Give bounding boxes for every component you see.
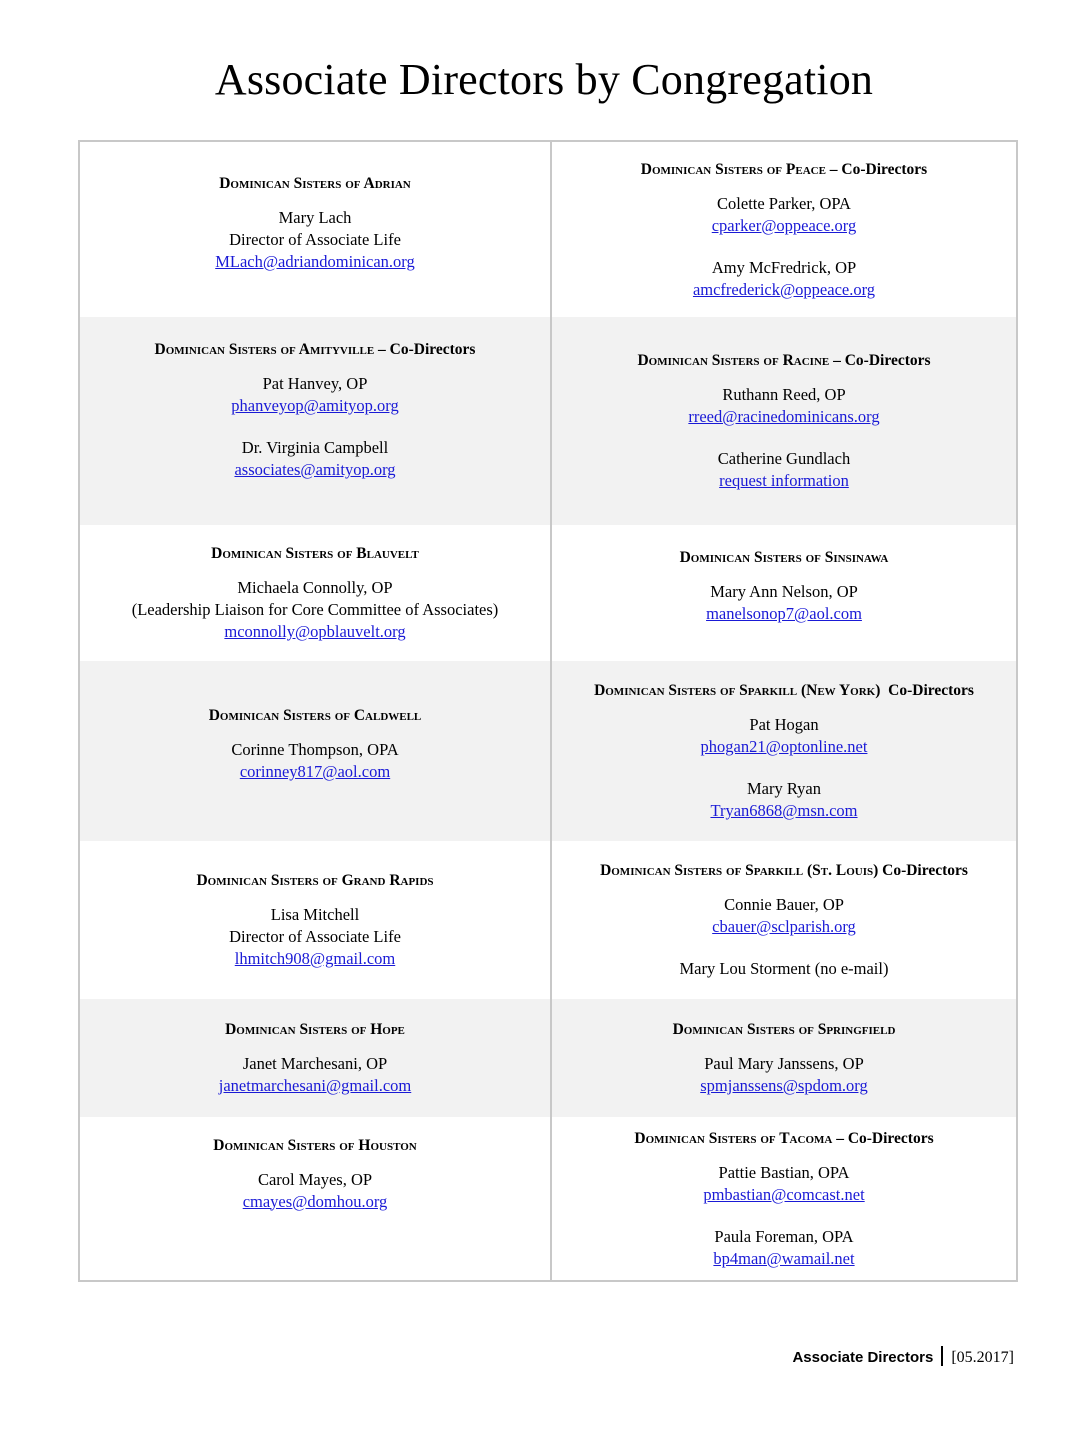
congregation-name: Dominican Sisters of Springfield (672, 1021, 896, 1038)
congregation-heading (558, 680, 1010, 702)
dash: – (378, 341, 386, 358)
cell-blauvelt (79, 525, 551, 661)
email-link[interactable]: cmayes@domhou.org (242, 1191, 388, 1211)
congregation-name: Dominican Sisters of Racine (637, 352, 830, 369)
email-link[interactable]: corinney817@aol.com (239, 762, 391, 781)
director-name: Colette Parker, OPA (717, 193, 851, 213)
cell-amityville (79, 317, 551, 525)
director-name: Catherine Gundlach (717, 449, 851, 468)
congregation-heading (558, 1128, 1010, 1150)
director-name: Paula Foreman, OPA (714, 1226, 854, 1246)
congregation-name: Dominican Sisters of Caldwell (208, 707, 422, 724)
director-name: Dr. Virginia Campbell (241, 438, 389, 457)
congregation-name: Dominican Sisters of Grand Rapids (196, 872, 434, 889)
congregation-heading (558, 159, 1010, 181)
cell-adrian (79, 141, 551, 317)
congregation-name: Dominican Sisters of Blauvelt (211, 545, 419, 562)
dash: – (836, 1129, 844, 1147)
director-name: Lisa Mitchell (270, 905, 360, 924)
footer-date: [05.2017] (951, 1349, 1014, 1366)
director-name: Connie Bauer, OP (724, 895, 844, 914)
email-link[interactable]: manelsonop7@aol.com (706, 604, 862, 623)
congregation-name: Dominican Sisters of Sparkill (St. Louis) (600, 862, 879, 879)
directors-table (78, 140, 1018, 1282)
director-name: Carol Mayes, OP (257, 1169, 373, 1189)
congregation-name: Dominican Sisters of Peace (640, 160, 826, 178)
cell-peace (551, 141, 1017, 317)
director-name: Janet Marchesani, OP (242, 1054, 388, 1073)
cell-houston (79, 1117, 551, 1281)
congregation-name: Dominican Sisters of Tacoma (634, 1129, 833, 1147)
director-name: Michaela Connolly, OP (237, 578, 393, 597)
table-row (79, 841, 1017, 999)
director-name: Ruthann Reed, OP (722, 385, 846, 404)
email-link[interactable]: phogan21@optonline.net (700, 737, 868, 756)
cell-sinsinawa (551, 525, 1017, 661)
table-row (79, 661, 1017, 841)
co-directors-label: Co-Directors (844, 352, 931, 369)
table-row (79, 1117, 1017, 1281)
director-name: Corinne Thompson, OPA (231, 740, 399, 759)
congregation-heading (558, 350, 1010, 372)
cell-racine (551, 317, 1017, 525)
congregation-name: Dominican Sisters of Houston (213, 1136, 417, 1154)
email-link[interactable]: rreed@racinedominicans.org (688, 407, 880, 426)
congregation-name: Dominican Sisters of Sparkill (New York) (594, 682, 881, 699)
congregation-name: Dominican Sisters of Adrian (219, 174, 411, 192)
congregation-heading (86, 339, 544, 361)
table-row (79, 141, 1017, 317)
director-role: (Leadership Liaison for Core Committee of Associates) (131, 600, 499, 619)
director-name: Amy McFredrick, OP (711, 257, 857, 277)
co-directors-label: Co-Directors (389, 341, 476, 358)
table-row (79, 525, 1017, 661)
email-link[interactable]: amcfrederick@oppeace.org (692, 279, 876, 299)
table-row (79, 999, 1017, 1117)
email-link[interactable]: Tryan6868@msn.com (710, 801, 858, 820)
request-information-link[interactable]: request information (719, 471, 849, 490)
director-name: Mary Lou Storment (no e-mail) (679, 959, 889, 978)
footer-divider (941, 1346, 943, 1366)
cell-tacoma (551, 1117, 1017, 1281)
director-name: Pat Hogan (749, 715, 819, 734)
congregation-heading (558, 860, 1010, 882)
director-name: Mary Lach (278, 207, 352, 227)
congregation-name: Dominican Sisters of Amityville (154, 341, 375, 358)
co-directors-label: Co-Directors (847, 1129, 934, 1147)
congregation-name: Dominican Sisters of Hope (225, 1021, 405, 1038)
co-directors-label: Co-Directors (841, 160, 928, 178)
page-footer (792, 1346, 1014, 1367)
cell-springfield (551, 999, 1017, 1117)
footer-label: Associate Directors (792, 1349, 934, 1366)
email-link[interactable]: cparker@oppeace.org (711, 215, 857, 235)
email-link[interactable]: bp4man@wamail.net (713, 1248, 855, 1268)
dash: – (833, 352, 841, 369)
email-link[interactable]: janetmarchesani@gmail.com (218, 1076, 412, 1095)
email-link[interactable]: cbauer@sclparish.org (712, 917, 856, 936)
cell-grand-rapids (79, 841, 551, 999)
email-link[interactable]: pmbastian@comcast.net (703, 1184, 865, 1204)
email-link[interactable]: lhmitch908@gmail.com (234, 949, 396, 968)
email-link[interactable]: spmjanssens@spdom.org (700, 1076, 868, 1095)
congregation-name: Dominican Sisters of Sinsinawa (679, 549, 889, 566)
director-name: Pat Hanvey, OP (262, 374, 368, 393)
dash: – (829, 160, 838, 178)
cell-caldwell (79, 661, 551, 841)
email-link[interactable]: MLach@adriandominican.org (215, 251, 415, 271)
director-name: Mary Ryan (746, 779, 822, 798)
page-title: Associate Directors by Congregation (214, 55, 874, 104)
director-name: Pattie Bastian, OPA (718, 1162, 850, 1182)
email-link[interactable]: associates@amityop.org (234, 460, 396, 479)
table-row (79, 317, 1017, 525)
email-link[interactable]: phanveyop@amityop.org (231, 396, 399, 415)
email-link[interactable]: mconnolly@opblauvelt.org (224, 622, 406, 641)
director-role: Director of Associate Life (229, 229, 401, 249)
cell-hope (79, 999, 551, 1117)
director-name: Mary Ann Nelson, OP (710, 582, 858, 601)
cell-sparkill-stl (551, 841, 1017, 999)
cell-sparkill-ny (551, 661, 1017, 841)
co-directors-label: Co-Directors (882, 862, 968, 879)
director-name: Paul Mary Janssens, OP (704, 1054, 864, 1073)
director-role: Director of Associate Life (229, 927, 401, 946)
co-directors-label: Co-Directors (888, 682, 974, 699)
